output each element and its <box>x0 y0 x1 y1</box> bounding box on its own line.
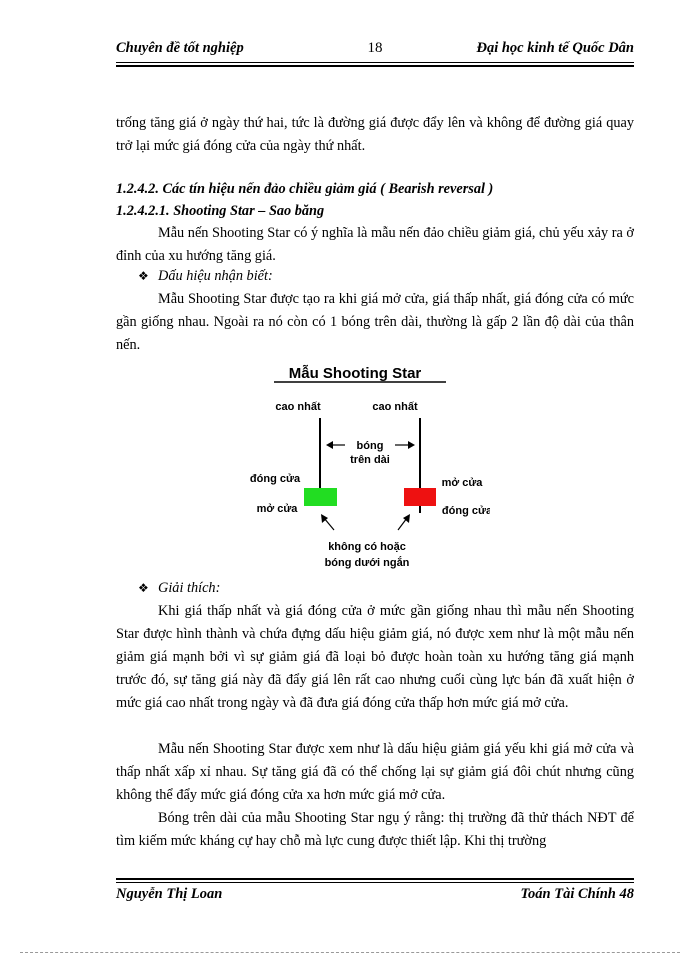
subsection-heading: 1.2.4.2.1. Shooting Star – Sao băng <box>116 203 325 219</box>
label-shadow-2: trên dài <box>350 454 390 466</box>
paragraph-continuation: trống tăng giá ở ngày thứ hai, tức là đường giá được đẩy lên và không để đường giá quay trở lại mức giá đóng cửa của ngày thứ nhất. <box>116 115 634 154</box>
paragraph-explanation-2: Mẫu nến Shooting Star được xem như là dấu hiệu giảm giá yếu khi giá mở cửa và thấp nhất xấp xỉ nhau. Sự tăng giá đã có thể chống lại sự giảm giá đôi chút nhưng cũng không thể đẩy mức giá đóng cửa xa hơn mức giá mở cửa. <box>116 741 634 803</box>
label-open-right: mở cửa <box>441 477 483 489</box>
page-break-line <box>20 952 680 953</box>
bullet-explanation-label: Giải thích: <box>158 580 221 596</box>
footer-rule <box>116 878 634 883</box>
bullet-recognition <box>138 268 273 285</box>
footer-author: Nguyễn Thị Loan <box>116 886 223 902</box>
paragraph-recognition: Mẫu Shooting Star được tạo ra khi giá mở cửa, giá thấp nhất, giá đóng cửa có mức gần giống nhau. Ngoài ra nó còn có 1 bóng trên dài, thường là gấp 2 lần độ dài của thân nến. <box>116 291 634 353</box>
header-university: Đại học kinh tế Quốc Dân <box>476 40 634 56</box>
label-close-left: đóng cửa <box>249 473 301 485</box>
label-open-left: mở cửa <box>256 503 298 515</box>
page-footer <box>116 886 634 908</box>
header-doc-title: Chuyên đề tốt nghiệp <box>116 40 244 56</box>
label-close-right: đóng cửa <box>441 505 490 517</box>
paragraph-intro: Mẫu nến Shooting Star có ý nghĩa là mẫu nến đảo chiều giảm giá, chủ yếu xảy ra ở đỉnh của xu hướng tăng giá. <box>116 225 634 264</box>
bullet-recognition-label: Dấu hiệu nhận biết: <box>158 268 273 284</box>
label-high-left: cao nhất <box>275 401 321 413</box>
candle-left-body <box>304 488 337 506</box>
header-page-number: 18 <box>367 40 383 56</box>
candle-right-body <box>404 488 436 506</box>
label-high-right: cao nhất <box>372 401 418 413</box>
section-heading: 1.2.4.2. Các tín hiệu nến đảo chiều giảm giá ( Bearish reversal ) <box>116 181 494 197</box>
arrow-right-head-icon <box>408 441 415 449</box>
header-rule <box>116 62 634 67</box>
label-bottom-2: bóng dưới ngắn <box>324 557 410 569</box>
paragraph-explanation-1: Khi giá thấp nhất và giá đóng cửa ở mức gần giống nhau thì mẫu nến Shooting Star được hình thành và chứa đựng dấu hiệu giảm giá, nó được xem như là một mẫu nến giảm giá mạnh bởi vì sự giảm giá đã loại bỏ được hoàn toàn xu hướng tăng giá mạnh trước đó, sự tăng giá này đã đẩy giá lên rất cao nhưng cuối cùng lực bán đã xuất hiện ở mức giá cao nhất trong ngày và đã đưa giá đóng cửa thấp hơn mức giá mở cửa. <box>116 603 634 711</box>
label-shadow-1: bóng <box>356 440 384 452</box>
figure-title: Mẫu Shooting Star <box>288 365 422 382</box>
diamond-bullet-icon: ❖ <box>138 269 149 283</box>
label-bottom-1: không có hoặc <box>328 541 406 553</box>
paragraph-explanation-3: Bóng trên dài của mẫu Shooting Star ngụ ý rằng: thị trường đã thử thách NĐT để tìm kiếm mức kháng cự hay chỗ mà lực cung được thiết lập. Khi thị trường <box>116 810 634 849</box>
bullet-explanation <box>138 580 220 597</box>
arrow-left-head-icon <box>326 441 333 449</box>
page-header <box>116 40 634 62</box>
diamond-bullet-icon: ❖ <box>138 581 149 595</box>
shooting-star-figure <box>230 360 490 575</box>
shooting-star-diagram <box>230 360 490 575</box>
footer-class: Toán Tài Chính 48 <box>520 886 634 902</box>
